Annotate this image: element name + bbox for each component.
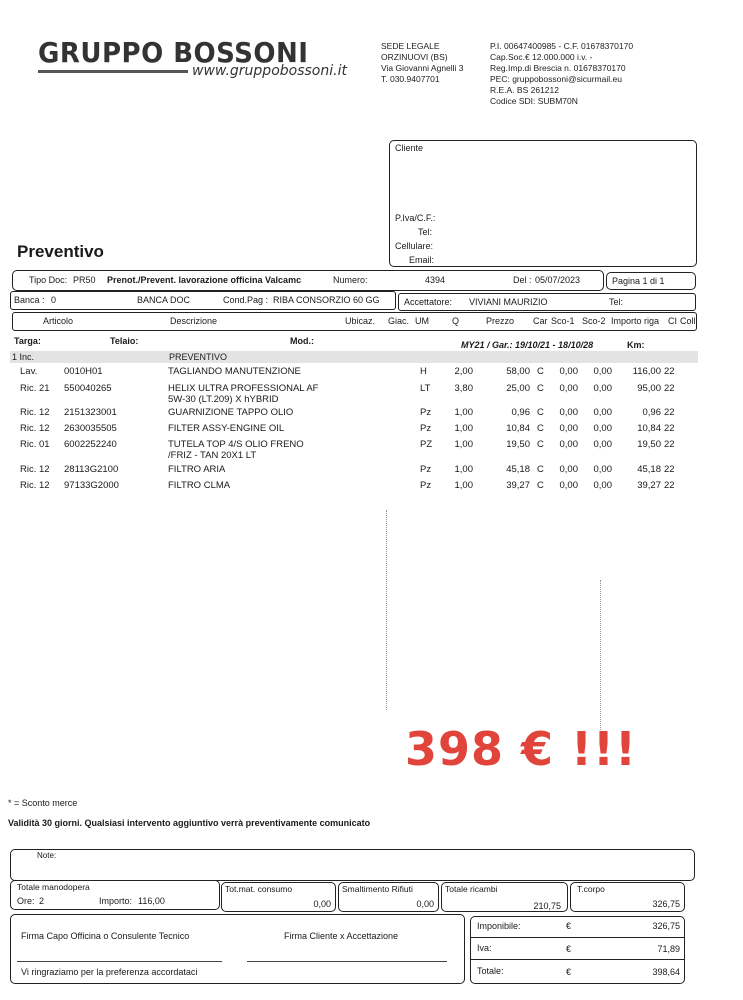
item-sco1: 0,00 <box>559 480 578 491</box>
item-code: 550040265 <box>64 383 112 394</box>
item-car: C <box>537 464 544 475</box>
item-price: 45,18 <box>506 464 530 475</box>
item-sco1: 0,00 <box>559 439 578 450</box>
item-sco2: 0,00 <box>593 383 612 394</box>
item-ci: 22 <box>664 407 675 418</box>
item-ci: 22 <box>664 439 675 450</box>
manodopera-importo-value: 116,00 <box>138 896 165 906</box>
doc-type-label: Tipo Doc: <box>29 275 68 285</box>
col-ci: CI <box>668 316 677 326</box>
manodopera-ore-label: Ore: <box>17 896 35 906</box>
item-amount: 19,50 <box>637 439 661 450</box>
item-car: C <box>537 366 544 377</box>
item-description: TUTELA TOP 4/S OLIO FRENO <box>168 439 304 450</box>
manodopera-box <box>10 880 220 910</box>
item-um: Pz <box>420 480 432 491</box>
item-quantity: 1,00 <box>454 407 473 418</box>
item-description: FILTER ASSY-ENGINE OIL <box>168 423 285 434</box>
item-sco1: 0,00 <box>559 383 578 394</box>
section-code: 1 Inc. <box>12 352 35 362</box>
item-description: GUARNIZIONE TAPPO OLIO <box>168 407 294 418</box>
col-colli: Colli <box>680 316 698 326</box>
item-type: Ric. 12 <box>20 423 50 434</box>
item-car: C <box>537 423 544 434</box>
sede-line: T. 030.9407701 <box>381 74 440 84</box>
page-number: Pagina 1 di 1 <box>612 276 665 286</box>
company-sede-block <box>381 41 464 85</box>
client-email-label: Email: <box>409 255 435 265</box>
item-price: 0,96 <box>511 407 530 418</box>
iva-label: Iva: <box>477 943 492 953</box>
item-code: 0010H01 <box>64 366 103 377</box>
item-amount: 45,18 <box>637 464 661 475</box>
item-car: C <box>537 480 544 491</box>
payment-terms-label: Cond.Pag : <box>223 295 269 305</box>
vehicle-targa-label: Targa: <box>14 336 41 346</box>
item-quantity: 1,00 <box>454 423 473 434</box>
company-logo-name: GRUPPO BOSSONI <box>38 36 309 69</box>
vehicle-warranty: MY21 / Gar.: 19/10/21 - 18/10/28 <box>461 340 594 350</box>
ricambi-box <box>441 882 568 912</box>
signature-cliente-line <box>247 961 447 962</box>
col-ubicaz: Ubicaz. <box>345 316 376 326</box>
item-price: 58,00 <box>506 366 530 377</box>
iva-currency: € <box>566 944 572 954</box>
vehicle-km-label: Km: <box>627 340 645 350</box>
doc-number-label: Numero: <box>333 275 368 285</box>
item-ci: 22 <box>664 366 675 377</box>
col-sco1: Sco-1 <box>551 316 575 326</box>
item-description-line2: /FRIZ - TAN 20X1 LT <box>168 450 257 461</box>
smaltimento-label: Smaltimento Rifiuti <box>342 884 413 894</box>
fiscal-line: Reg.Imp.di Brescia n. 01678370170 <box>490 63 626 73</box>
tcorpo-box <box>570 882 685 912</box>
acceptor-label: Accettatore: <box>404 297 453 307</box>
divider <box>471 937 684 938</box>
item-quantity: 1,00 <box>454 480 473 491</box>
col-prezzo: Prezzo <box>486 316 515 326</box>
item-sco1: 0,00 <box>559 423 578 434</box>
smaltimento-box <box>338 882 439 912</box>
item-car: C <box>537 383 544 394</box>
bank-box <box>10 291 396 310</box>
item-sco2: 0,00 <box>593 464 612 475</box>
item-quantity: 1,00 <box>454 439 473 450</box>
signature-capo-line <box>17 961 222 962</box>
section-title: PREVENTIVO <box>169 352 228 362</box>
logo-underline <box>38 70 188 73</box>
doc-info-box <box>12 270 604 291</box>
item-type: Lav. <box>20 366 38 377</box>
doc-number-value: 4394 <box>425 275 446 285</box>
table-row <box>0 423 743 435</box>
company-website: www.gruppobossoni.it <box>192 63 347 79</box>
fiscal-line: Codice SDI: SUBM70N <box>490 96 578 106</box>
item-description: FILTRO CLMA <box>168 480 231 491</box>
item-ci: 22 <box>664 383 675 394</box>
item-quantity: 3,80 <box>454 383 473 394</box>
item-description: HELIX ULTRA PROFESSIONAL AF <box>168 383 319 394</box>
col-q: Q <box>452 316 460 326</box>
manodopera-label: Totale manodopera <box>17 882 90 892</box>
iva-value: 71,89 <box>657 944 680 954</box>
item-car: C <box>537 407 544 418</box>
item-um: Pz <box>420 407 432 418</box>
item-ci: 22 <box>664 423 675 434</box>
table-row <box>0 480 743 492</box>
tcorpo-value: 326,75 <box>652 899 680 909</box>
table-row <box>0 407 743 419</box>
item-sco2: 0,00 <box>593 366 612 377</box>
client-cell-label: Cellulare: <box>395 241 434 251</box>
imponibile-currency: € <box>566 921 572 931</box>
table-row <box>0 439 743 461</box>
client-tel-label: Tel: <box>418 227 433 237</box>
col-sco2: Sco-2 <box>582 316 606 326</box>
item-amount: 10,84 <box>637 423 661 434</box>
consumo-label: Tot.mat. consumo <box>225 884 293 894</box>
item-sco2: 0,00 <box>593 407 612 418</box>
notes-box <box>10 849 695 881</box>
final-totals-box <box>470 916 685 984</box>
signature-capo-label: Firma Capo Officina o Consulente Tecnico <box>21 931 190 941</box>
item-type: Ric. 12 <box>20 464 50 475</box>
client-label: Cliente <box>395 143 424 153</box>
col-um: UM <box>415 316 429 326</box>
section-bar <box>10 351 698 363</box>
doc-type-value: PR50 <box>73 275 96 285</box>
sede-line: Via Giovanni Agnelli 3 <box>381 63 464 73</box>
tcorpo-label: T.corpo <box>577 884 605 894</box>
item-amount: 116,00 <box>632 366 661 377</box>
item-sco1: 0,00 <box>559 366 578 377</box>
col-car: Car <box>533 316 548 326</box>
col-importo: Importo riga <box>611 316 660 326</box>
client-piva-label: P.Iva/C.F.: <box>395 213 436 223</box>
sconto-note: * = Sconto merce <box>8 798 78 808</box>
acceptor-value: VIVIANI MAURIZIO <box>469 297 548 307</box>
item-sco2: 0,00 <box>593 480 612 491</box>
signature-box <box>10 914 465 984</box>
table-row <box>0 383 743 405</box>
item-code: 28113G2100 <box>64 464 119 475</box>
thanks-text: Vi ringraziamo per la preferenza accordataci <box>21 967 198 977</box>
item-code: 6002252240 <box>64 439 117 450</box>
item-um: PZ <box>420 439 433 450</box>
table-row <box>0 366 743 378</box>
manodopera-ore-value: 2 <box>39 896 45 906</box>
item-description: TAGLIANDO MANUTENZIONE <box>168 366 301 377</box>
column-header-row <box>12 312 697 331</box>
item-um: Pz <box>420 423 432 434</box>
acceptor-tel-label: Tel: <box>609 297 624 307</box>
totale-label: Totale: <box>477 966 504 976</box>
item-sco1: 0,00 <box>559 407 578 418</box>
client-box <box>389 140 697 267</box>
ricambi-label: Totale ricambi <box>445 884 498 894</box>
smaltimento-value: 0,00 <box>416 899 434 909</box>
item-price: 25,00 <box>506 383 530 394</box>
item-amount: 0,96 <box>642 407 661 418</box>
item-description: FILTRO ARIA <box>168 464 226 475</box>
item-um: H <box>420 366 427 377</box>
manodopera-importo-label: Importo: <box>99 896 133 906</box>
item-type: Ric. 12 <box>20 407 50 418</box>
item-um: LT <box>420 383 431 394</box>
item-code: 2630035505 <box>64 423 117 434</box>
notes-label: Note: <box>37 851 57 860</box>
item-type: Ric. 21 <box>20 383 50 394</box>
validity-note: Validità 30 giorni. Qualsiasi intervento aggiuntivo verrà preventivamente comunicato <box>8 818 371 828</box>
doc-date-value: 05/07/2023 <box>535 275 581 285</box>
table-row <box>0 464 743 476</box>
item-description-line2: 5W-30 (LT.209) X hYBRID <box>168 394 279 405</box>
item-sco2: 0,00 <box>593 439 612 450</box>
signature-cliente-label: Firma Cliente x Accettazione <box>284 931 399 941</box>
ricambi-value: 210,75 <box>533 901 561 911</box>
item-type: Ric. 01 <box>20 439 50 450</box>
sede-line: ORZINUOVI (BS) <box>381 52 448 62</box>
fiscal-line: Cap.Soc.€ 12.000.000 i.v. - <box>490 52 593 62</box>
item-quantity: 2,00 <box>454 366 473 377</box>
item-price: 19,50 <box>506 439 530 450</box>
item-ci: 22 <box>664 464 675 475</box>
bank-label: Banca : <box>14 295 45 305</box>
col-giac: Giac. <box>388 316 410 326</box>
sede-line: SEDE LEGALE <box>381 41 440 51</box>
item-car: C <box>537 439 544 450</box>
payment-terms-value: RIBA CONSORZIO 60 GG <box>273 295 380 305</box>
imponibile-value: 326,75 <box>652 921 680 931</box>
item-quantity: 1,00 <box>454 464 473 475</box>
item-price: 10,84 <box>506 423 530 434</box>
item-amount: 39,27 <box>637 480 661 491</box>
item-um: Pz <box>420 464 432 475</box>
document-title: Preventivo <box>17 242 104 261</box>
fiscal-line: PEC: gruppobossoni@sicurmail.eu <box>490 74 622 84</box>
vehicle-telaio-label: Telaio: <box>110 336 139 346</box>
item-type: Ric. 12 <box>20 480 50 491</box>
divider <box>471 959 684 960</box>
item-sco2: 0,00 <box>593 423 612 434</box>
consumo-value: 0,00 <box>313 899 331 909</box>
bank-name: BANCA DOC <box>137 295 191 305</box>
item-code: 2151323001 <box>64 407 117 418</box>
bank-value: 0 <box>51 295 57 305</box>
company-fiscal-block <box>490 41 633 107</box>
acceptor-box <box>398 293 696 311</box>
item-code: 97133G2000 <box>64 480 119 491</box>
item-sco1: 0,00 <box>559 464 578 475</box>
item-ci: 22 <box>664 480 675 491</box>
totale-value: 398,64 <box>652 967 680 977</box>
fiscal-line: P.I. 00647400985 - C.F. 01678370170 <box>490 41 634 51</box>
col-articolo: Articolo <box>43 316 74 326</box>
item-amount: 95,00 <box>637 383 661 394</box>
price-stamp: 398 € !!! <box>405 722 637 776</box>
page-number-box <box>606 272 696 290</box>
imponibile-label: Imponibile: <box>477 921 521 931</box>
scan-artifact <box>600 580 601 730</box>
item-price: 39,27 <box>506 480 530 491</box>
doc-description: Prenot./Prevent. lavorazione officina Valcamc <box>107 275 302 285</box>
col-descrizione: Descrizione <box>170 316 218 326</box>
vehicle-model-label: Mod.: <box>290 336 314 346</box>
scan-artifact <box>386 510 387 710</box>
consumo-box <box>221 882 336 912</box>
totale-currency: € <box>566 967 572 977</box>
fiscal-line: R.E.A. BS 261212 <box>490 85 559 95</box>
doc-date-label: Del : <box>513 275 532 285</box>
